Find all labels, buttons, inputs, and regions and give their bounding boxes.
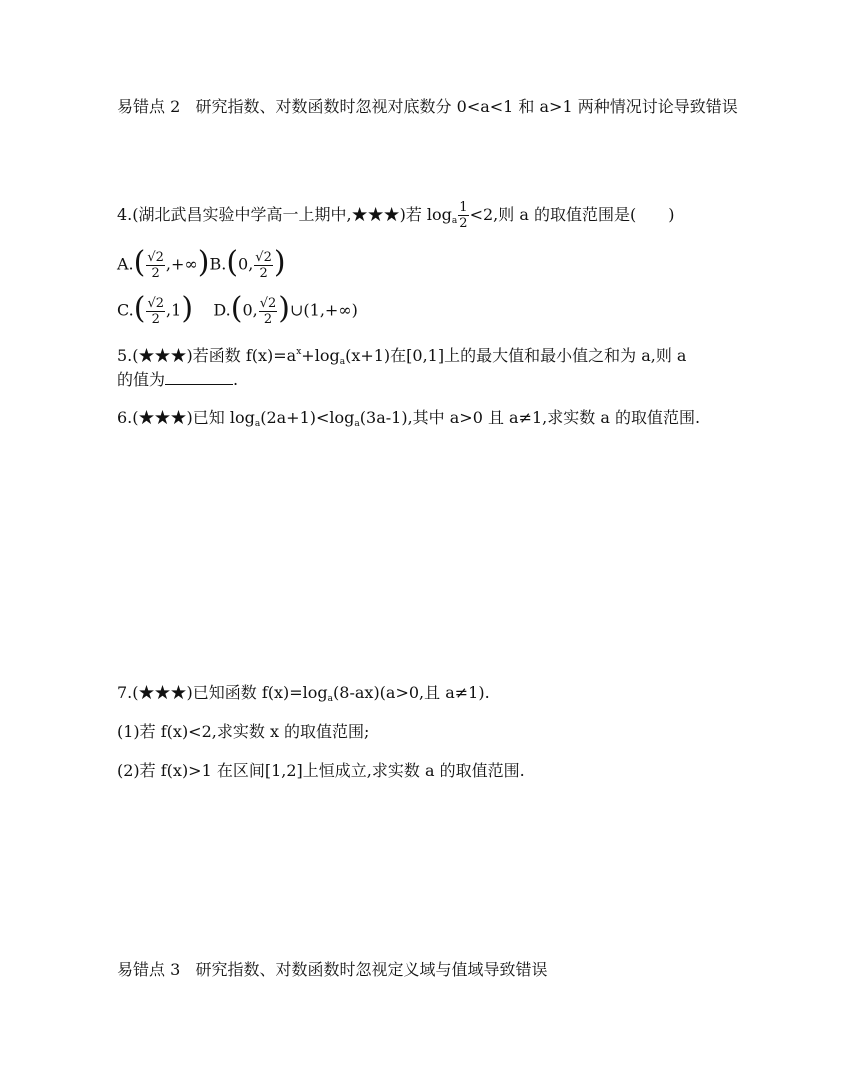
question-4-options-ab bbox=[117, 245, 286, 281]
paren-close: ) bbox=[278, 291, 290, 326]
paren-close: ) bbox=[273, 245, 286, 280]
option-a-fraction bbox=[146, 251, 165, 280]
question-5-line-2 bbox=[117, 370, 238, 390]
q6-log-base-2: a bbox=[354, 419, 360, 429]
q4-log-base: a bbox=[451, 216, 458, 226]
option-b-den: 2 bbox=[259, 265, 268, 281]
paren-open: ( bbox=[230, 291, 243, 326]
answer-blank[interactable] bbox=[165, 370, 233, 385]
q7-text-a: 7.(★★★)已知函数 f(x)=log bbox=[117, 683, 328, 702]
q7-log-base: a bbox=[327, 694, 334, 704]
section-heading-3 bbox=[117, 960, 548, 980]
section-heading-2 bbox=[117, 92, 747, 122]
option-d-tail: ∪(1,+∞) bbox=[289, 300, 358, 320]
q5-text-b: +log bbox=[301, 346, 340, 365]
option-d-fraction bbox=[259, 297, 278, 326]
question-7-stem bbox=[117, 683, 490, 709]
q5-exponent: x bbox=[296, 347, 302, 357]
q4-frac-num: 1 bbox=[459, 200, 468, 215]
paren-close: ) bbox=[181, 291, 194, 326]
section-label: 易错点 3 bbox=[117, 960, 181, 979]
option-d-num: √2 bbox=[259, 295, 277, 311]
question-4-stem bbox=[117, 201, 674, 231]
option-b-num: √2 bbox=[255, 249, 272, 265]
q6-text-b: (2a+1)<log bbox=[260, 408, 355, 427]
option-c-tail: ,1 bbox=[166, 300, 182, 320]
section-label: 易错点 2 bbox=[117, 97, 181, 116]
option-b-head: 0, bbox=[238, 254, 254, 274]
option-b-fraction bbox=[254, 251, 273, 280]
option-b-label: B. bbox=[209, 254, 227, 274]
q4-prefix: 4.(湖北武昌实验中学高一上期中,★★★)若 log bbox=[117, 205, 452, 224]
q5-log-base: a bbox=[339, 357, 346, 367]
option-c-label: C. bbox=[117, 300, 134, 320]
q5-text-e: . bbox=[233, 370, 239, 389]
q5-text-a: 5.(★★★)若函数 f(x)=a bbox=[117, 346, 297, 365]
q4-fraction bbox=[458, 201, 468, 230]
paren-open: ( bbox=[133, 291, 146, 326]
section-title: 研究指数、对数函数时忽视对底数分 0<a<1 和 a>1 两种情况讨论导致错误 bbox=[195, 97, 738, 116]
option-a-den: 2 bbox=[151, 265, 160, 281]
option-a-num: √2 bbox=[147, 249, 164, 265]
option-a-tail: ,+∞ bbox=[165, 254, 198, 274]
q5-text-d: 的值为 bbox=[117, 370, 166, 389]
option-c-den: 2 bbox=[151, 311, 160, 327]
paren-open: ( bbox=[133, 245, 146, 280]
q6-text-a: 6.(★★★)已知 log bbox=[117, 408, 255, 427]
q7-text-b: (8-ax)(a>0,且 a≠1). bbox=[333, 683, 490, 702]
option-c-num: √2 bbox=[147, 295, 165, 311]
q6-text-c: (3a-1),其中 a>0 且 a≠1,求实数 a 的取值范围. bbox=[359, 408, 701, 427]
question-6 bbox=[117, 408, 700, 434]
q4-suffix: <2,则 a 的取值范围是( ) bbox=[469, 205, 675, 224]
question-7-part-1: (1)若 f(x)<2,求实数 x 的取值范围; bbox=[117, 722, 370, 741]
question-5-line-1 bbox=[117, 342, 686, 372]
section-title: 研究指数、对数函数时忽视定义域与值域导致错误 bbox=[195, 960, 548, 979]
option-a-label: A. bbox=[117, 254, 134, 274]
option-d-label: D. bbox=[213, 300, 231, 320]
q4-frac-den: 2 bbox=[459, 216, 468, 231]
option-d-head: 0, bbox=[242, 300, 258, 320]
paren-close: ) bbox=[197, 245, 210, 280]
paren-open: ( bbox=[226, 245, 239, 280]
q6-log-base-1: a bbox=[254, 419, 261, 429]
option-c-fraction bbox=[146, 297, 165, 326]
q5-text-c: (x+1)在[0,1]上的最大值和最小值之和为 a,则 a bbox=[345, 346, 687, 365]
question-7-part-2: (2)若 f(x)>1 在区间[1,2]上恒成立,求实数 a 的取值范围. bbox=[117, 761, 525, 780]
question-4-options-cd bbox=[117, 291, 358, 327]
option-d-den: 2 bbox=[263, 311, 273, 327]
